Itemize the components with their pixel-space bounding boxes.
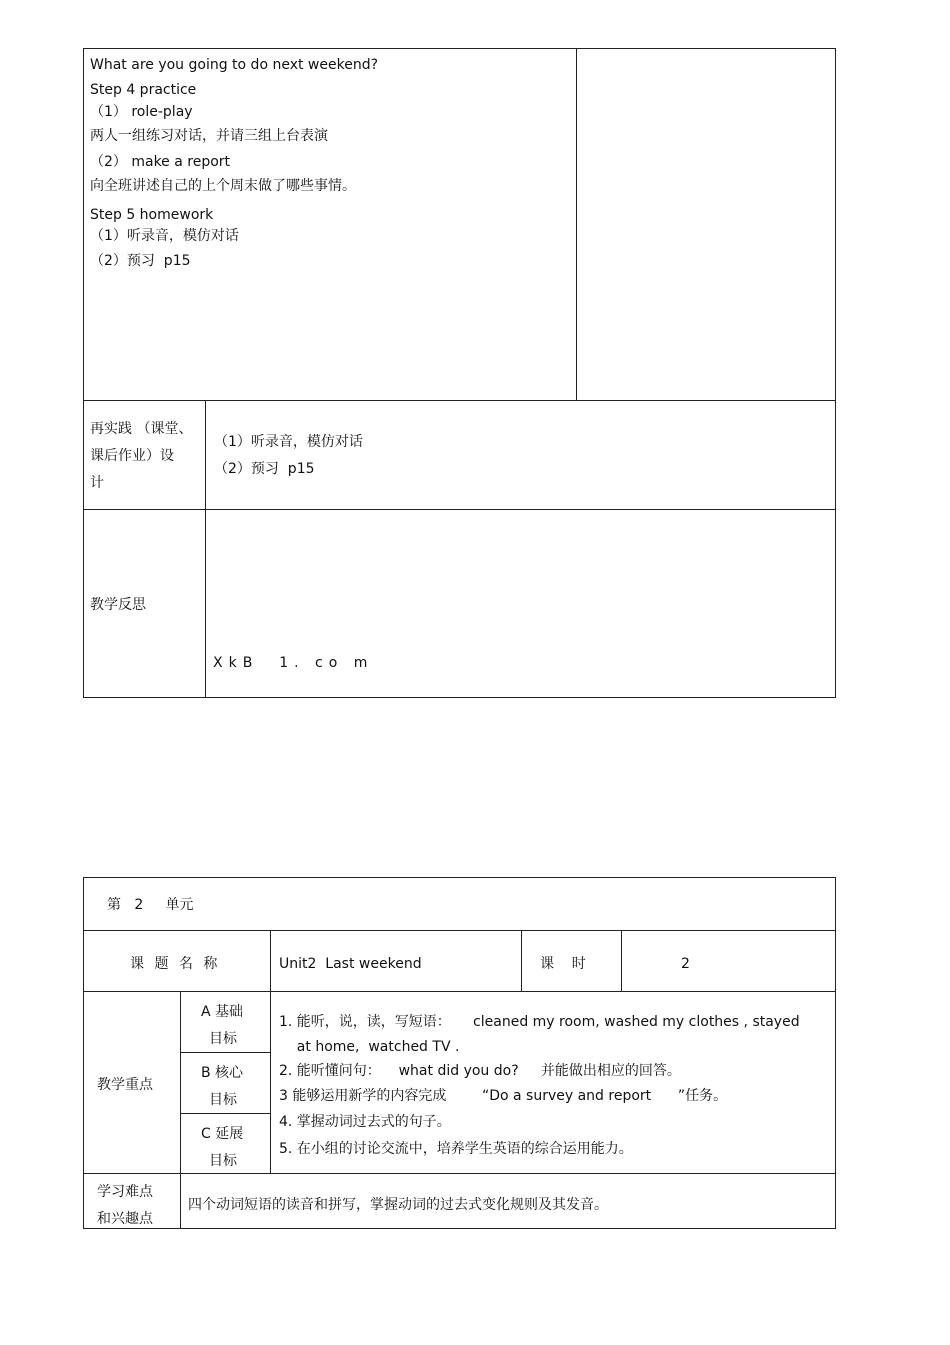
table2-divider-row2: [83, 991, 836, 992]
practice-label-line: 再实践 （课堂、: [90, 421, 193, 437]
difficulty-label: 和兴趣点: [97, 1211, 153, 1227]
table2-divider-goal-bc: [180, 1113, 271, 1114]
table2-divider-goal-ab: [180, 1052, 271, 1053]
goal-a-label: A 基础: [201, 1004, 244, 1020]
table1-border-left: [83, 48, 84, 698]
goal-line: 3 能够运用新学的内容完成 “Do a survey and report ”任务。: [279, 1088, 728, 1104]
topic-label: 课 题 名 称: [130, 956, 221, 972]
difficulty-value: 四个动词短语的读音和拼写，掌握动词的过去式变化规则及其发音。: [188, 1197, 608, 1213]
steps-line: （1）听录音，模仿对话: [90, 228, 239, 244]
goal-line: 4. 掌握动词过去式的句子。: [279, 1114, 451, 1130]
reflection-label: 教学反思: [90, 597, 146, 613]
table2-divider-row3: [83, 1173, 836, 1174]
table2-divider-row1: [83, 930, 836, 931]
goal-c-label: 目标: [209, 1153, 237, 1169]
goal-line: 1. 能听，说，读，写短语： cleaned my room, washed my clothes , stayed: [279, 1014, 800, 1030]
table2-divider-topic-col: [270, 930, 271, 1174]
practice-content-line: （2）预习 p15: [214, 461, 315, 477]
steps-line: Step 4 practice: [90, 82, 197, 98]
table2-border-bottom: [83, 1228, 836, 1229]
table2-divider-period-value-col: [621, 930, 622, 992]
unit-title: 第 2 单元: [107, 897, 194, 913]
practice-content-line: （1）听录音，模仿对话: [214, 434, 363, 450]
watermark-text: XkB 1. co m: [213, 655, 374, 671]
table1-border-top: [83, 48, 836, 49]
goal-line: 5. 在小组的讨论交流中，培养学生英语的综合运用能力。: [279, 1141, 633, 1157]
goal-b-label: B 核心: [201, 1065, 244, 1081]
steps-line: 向全班讲述自己的上个周末做了哪些事情。: [90, 178, 356, 194]
goal-line: 2. 能听懂问句： what did you do? 并能做出相应的回答。: [279, 1063, 681, 1079]
table1-divider-row2: [83, 509, 836, 510]
goal-b-label: 目标: [209, 1092, 237, 1108]
steps-line: What are you going to do next weekend?: [90, 57, 379, 73]
table1-border-right: [835, 48, 836, 698]
goal-c-label: C 延展: [201, 1126, 244, 1142]
table2-border-top: [83, 877, 836, 878]
practice-label-line: 计: [90, 475, 104, 491]
period-label: 课 时: [540, 956, 586, 972]
focus-label: 教学重点: [97, 1077, 153, 1093]
steps-line: （2）预习 p15: [90, 253, 191, 269]
steps-line: （2） make a report: [90, 154, 231, 170]
period-value: 2: [681, 956, 690, 972]
table1-divider-label-col: [205, 400, 206, 698]
difficulty-label: 学习难点: [97, 1184, 153, 1200]
table1-divider-row1: [83, 400, 836, 401]
practice-label-line: 课后作业）设: [90, 448, 174, 464]
table1-border-bottom: [83, 697, 836, 698]
steps-line: Step 5 homework: [90, 207, 214, 223]
topic-value: Unit2 Last weekend: [279, 956, 422, 972]
table2-divider-period-label-col: [521, 930, 522, 992]
steps-line: （1） role-play: [90, 104, 193, 120]
goal-line: at home, watched TV .: [279, 1039, 460, 1055]
table2-divider-focus-col: [180, 991, 181, 1229]
table1-divider-main-col: [576, 48, 577, 401]
steps-line: 两人一组练习对话，并请三组上台表演: [90, 128, 328, 144]
goal-a-label: 目标: [209, 1031, 237, 1047]
